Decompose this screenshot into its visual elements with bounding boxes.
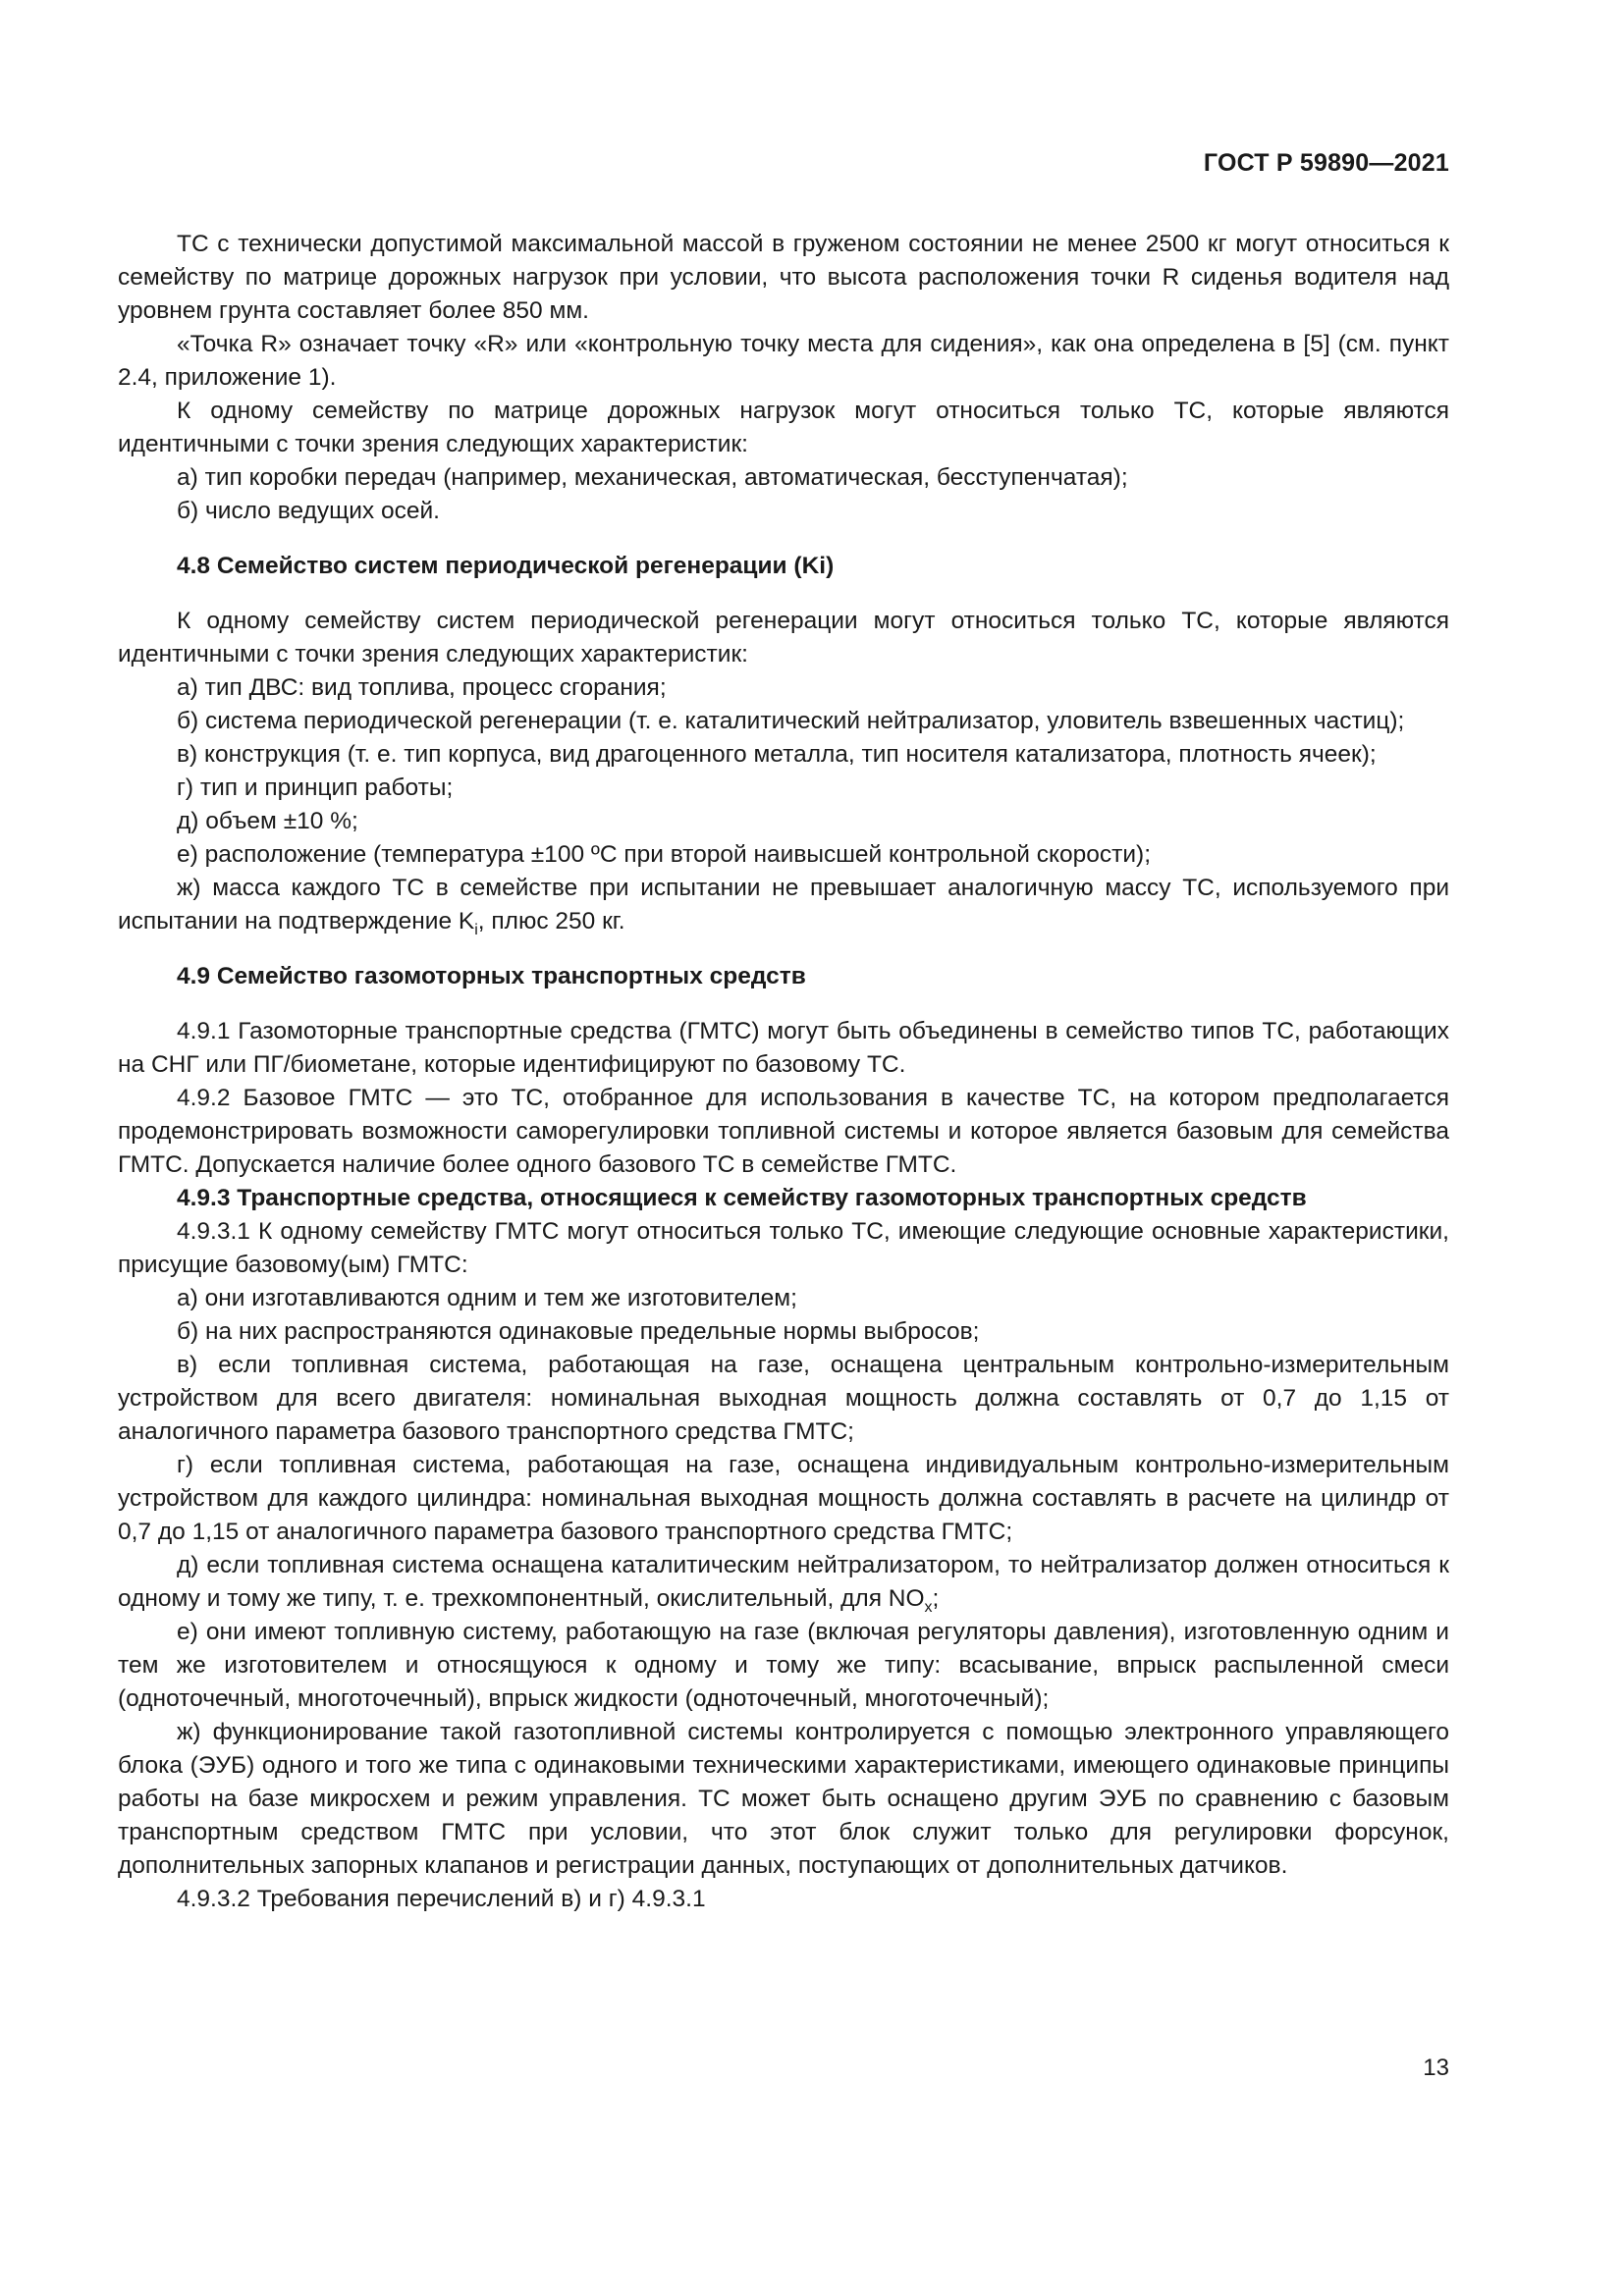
subsection-heading-4-9-3: 4.9.3 Транспортные средства, относящиеся к семейству газомоторных транспортных средств: [177, 1185, 1307, 1211]
list-item: а) тип коробки передач (например, механическая, автоматическая, бесступенчатая);: [177, 464, 1128, 491]
list-item: а) тип ДВС: вид топлива, процесс сгорания;: [177, 674, 667, 701]
paragraph: ТС с технически допустимой максимальной массой в груженом состоянии не менее 2500 кг могут относиться к семейству по матрице дорожных нагрузок при условии, что высота расположения точки R сиденья водителя над уровнем грунта составляет более 850 мм.: [118, 231, 1449, 324]
list-item-text: ж) масса каждого ТС в семействе при испытании не превышает аналогичную массу ТС, используемого при испытании на подтверждение K: [118, 875, 1449, 934]
paragraph: 4.9.2 Базовое ГМТС — это ТС, отобранное для использования в качестве ТС, на котором предполагается продемонстрировать возможности саморегулировки топливной системы и которое является базовым для семейства ГМТС. Допускается наличие более одного базового ТС в семействе ГМТС.: [118, 1085, 1449, 1178]
paragraph: «Точка R» означает точку «R» или «контрольную точку места для сидения», как она определена в [5] (см. пункт 2.4, приложение 1).: [118, 331, 1449, 391]
subscript: i: [474, 922, 478, 938]
document-body: [118, 228, 1449, 1916]
page-number: 13: [1423, 2055, 1449, 2081]
list-item: в) конструкция (т. е. тип корпуса, вид драгоценного металла, тип носителя катализатора, плотность ячеек);: [177, 741, 1377, 768]
subscript: x: [924, 1599, 933, 1616]
section-heading-4-9: 4.9 Семейство газомоторных транспортных средств: [177, 963, 806, 989]
list-item: г) если топливная система, работающая на газе, оснащена индивидуальным контрольно-измерительным устройством для каждого цилиндра: номинальная выходная мощность должна составлять в расчете на цилиндр от 0,7 до 1,15 от аналогичного параметра базового транспортного средства ГМТС;: [118, 1452, 1449, 1545]
paragraph: 4.9.1 Газомоторные транспортные средства (ГМТС) могут быть объединены в семейство типов ТС, работающих на СНГ или ПГ/биометане, которые идентифицируют по базовому ТС.: [118, 1018, 1449, 1078]
list-item: д) объем ±10 %;: [177, 808, 358, 834]
list-item-text: д) если топливная система оснащена каталитическим нейтрализатором, то нейтрализатор должен относиться к одному и тому же типу, т. е. трехкомпонентный, окислительный, для NO: [118, 1552, 1449, 1612]
list-item: е) они имеют топливную систему, работающую на газе (включая регуляторы давления), изготовленную одним и тем же изготовителем и относящуюся к одному и тому же типу: всасывание, впрыск распыленной смеси (одноточечный, многоточечный), впрыск жидкости (одноточечный, многоточечный);: [118, 1619, 1449, 1712]
list-item: а) они изготавливаются одним и тем же изготовителем;: [177, 1285, 797, 1311]
list-item-text: ;: [932, 1585, 940, 1612]
list-item: б) система периодической регенерации (т. е. каталитический нейтрализатор, уловитель взвешенных частиц);: [177, 708, 1405, 734]
list-item: ж) функционирование такой газотопливной системы контролируется с помощью электронного управляющего блока (ЭУБ) одного и того же типа с одинаковыми техническими характеристиками, имеющего одинаковые принципы работы на базе микросхем и режим управления. ТС может быть оснащено другим ЭУБ по сравнению с базовым транспортным средством ГМТС при условии, что этот блок служит только для регулировки форсунок, дополнительных запорных клапанов и регистрации данных, поступающих от дополнительных датчиков.: [118, 1719, 1449, 1879]
document-header: ГОСТ Р 59890—2021: [1203, 149, 1449, 177]
list-item: [118, 1549, 1449, 1616]
paragraph: 4.9.3.2 Требования перечислений в) и г) 4.9.3.1: [177, 1886, 706, 1912]
list-item: е) расположение (температура ±100 ºС при второй наивысшей контрольной скорости);: [177, 841, 1152, 868]
list-item-text: , плюс 250 кг.: [477, 908, 625, 934]
list-item: в) если топливная система, работающая на газе, оснащена центральным контрольно-измерительным устройством для всего двигателя: номинальная выходная мощность должна составлять от 0,7 до 1,15 от аналогичного параметра базового транспортного средства ГМТС;: [118, 1352, 1449, 1445]
paragraph: 4.9.3.1 К одному семейству ГМТС могут относиться только ТС, имеющие следующие основные характеристики, присущие базовому(ым) ГМТС:: [118, 1218, 1449, 1278]
paragraph: К одному семейству по матрице дорожных нагрузок могут относиться только ТС, которые являются идентичными с точки зрения следующих характеристик:: [118, 398, 1449, 457]
section-heading-4-8: 4.8 Семейство систем периодической регенерации (Ki): [177, 553, 835, 579]
list-item: б) на них распространяются одинаковые предельные нормы выбросов;: [177, 1318, 980, 1345]
paragraph: К одному семейству систем периодической регенерации могут относиться только ТС, которые являются идентичными с точки зрения следующих характеристик:: [118, 608, 1449, 667]
list-item: [118, 872, 1449, 938]
list-item: г) тип и принцип работы;: [177, 774, 454, 801]
list-item: б) число ведущих осей.: [177, 498, 440, 524]
